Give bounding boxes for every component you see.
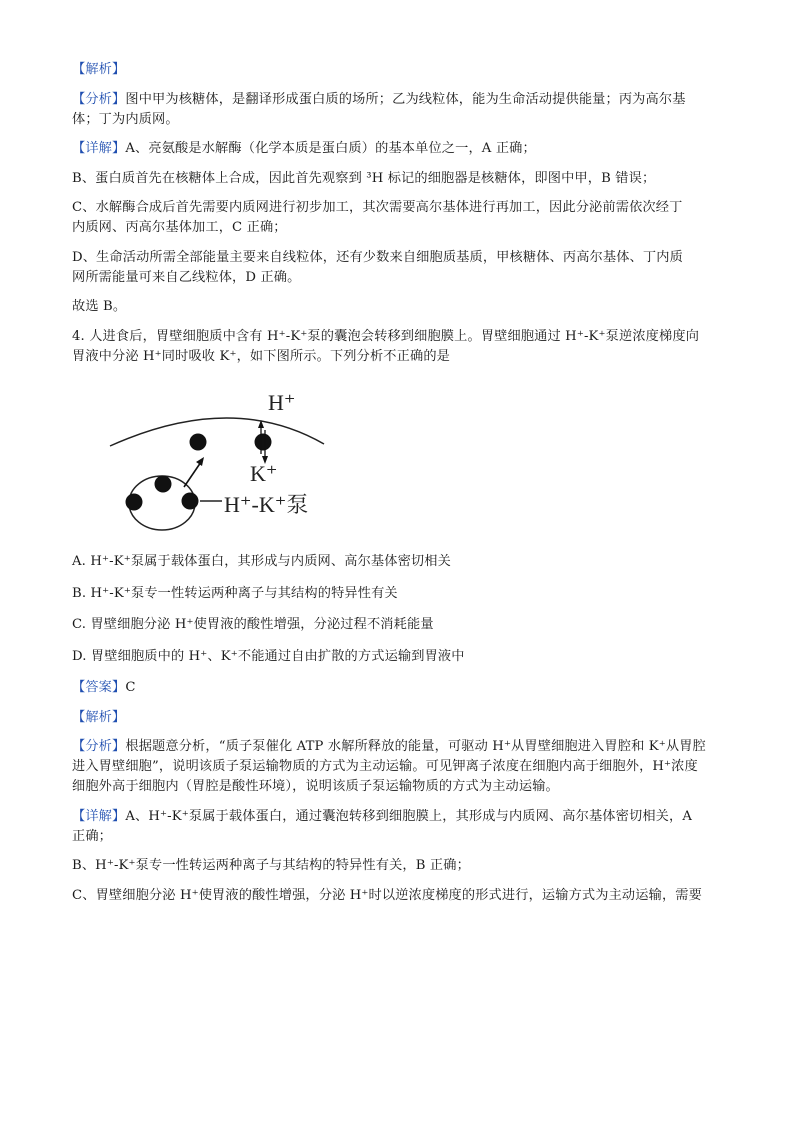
detail-d: D、生命活动所需全部能量主要来自线粒体，还有少数来自细胞质基质，甲核糖体、丙高尔基体、丁内质 网所需能量可来自乙线粒体，D 正确。 — [72, 249, 683, 285]
analysis-paragraph: 【分析】图中甲为核糖体，是翻译形成蛋白质的场所；乙为线粒体，能为生命活动提供能量；丙为高尔基 体；丁为内质网。 — [72, 91, 686, 127]
option-d: D. 胃壁细胞质中的 H⁺、K⁺不能通过自由扩散的方式运输到胃液中 — [72, 648, 465, 664]
conclusion: 故选 B。 — [72, 299, 127, 314]
analysis-paragraph-2: 【分析】根据题意分析，“质子泵催化 ATP 水解所释放的能量，可驱动 H⁺从胃壁细胞进入胃腔和 K⁺从胃腔 进入胃壁细胞”，说明该质子泵运输物质的方式为主动运输。可见钾离子浓度在细胞内高于细胞外，H⁺浓度 细胞外高于细胞内（胃腔是酸性环境），说明该质子泵运输物质的方式为主动运输。 — [72, 739, 706, 794]
detail-b: B、蛋白质首先在核糖体上合成，因此首先观察到 ³H 标记的细胞器是核糖体，即图中甲，B 错误； — [72, 170, 656, 186]
vesicle-pump-right — [182, 493, 199, 510]
transfer-arrow-head — [196, 457, 204, 466]
detail-c: C、水解酶合成后首先需要内质网进行初步加工，其次需要高尔基体进行再加工，因此分泌前需依次经丁 内质网、丙高尔基体加工，C 正确； — [72, 200, 683, 235]
detail-2-a: 【详解】A、H⁺-K⁺泵属于载体蛋白，通过囊泡转移到细胞膜上，其形成与内质网、高尔基体密切相关，A 正确； — [72, 808, 693, 844]
option-a: A. H⁺-K⁺泵属于载体蛋白，其形成与内质网、高尔基体密切相关 — [72, 554, 451, 569]
option-b: B. H⁺-K⁺泵专一性转运两种离子与其结构的特异性有关 — [72, 585, 398, 601]
analysis-heading-2: 【解析】 — [72, 709, 126, 725]
document-page — [72, 60, 732, 915]
answer-line: 【答案】C — [72, 680, 136, 695]
detail-a: 【详解】A、亮氨酸是水解酶（化学本质是蛋白质）的基本单位之一，A 正确； — [72, 141, 536, 156]
membrane-pump-inserted — [190, 434, 207, 451]
h-ion-label: H⁺ — [268, 390, 296, 415]
analysis-heading: 【解析】 — [72, 62, 126, 77]
vesicle-pump-left — [126, 494, 143, 511]
k-ion-label: K⁺ — [250, 461, 278, 486]
pump-label: H⁺-K⁺泵 — [224, 492, 309, 517]
option-c: C. 胃壁细胞分泌 H⁺使胃液的酸性增强，分泌过程不消耗能量 — [72, 617, 434, 632]
pump-diagram — [92, 376, 332, 526]
vesicle-pump-top — [155, 476, 172, 493]
transfer-arrow-line — [184, 462, 201, 487]
membrane-pump-active — [255, 434, 272, 451]
question-4-stem: 4. 人进食后，胃壁细胞质中含有 H⁺-K⁺泵的囊泡会转移到细胞膜上。胃壁细胞通过 H⁺-K⁺泵逆浓度梯度向 胃液中分泌 H⁺同时吸收 K⁺，如下图所示。下列分析不正确的是 — [72, 328, 700, 364]
cell-membrane-line — [110, 418, 324, 446]
detail-2-c: C、胃壁细胞分泌 H⁺使胃液的酸性增强，分泌 H⁺时以逆浓度梯度的形式进行，运输方式为主动运输，需要 — [72, 887, 702, 903]
detail-2-b: B、H⁺-K⁺泵专一性转运两种离子与其结构的特异性有关，B 正确； — [72, 858, 470, 873]
